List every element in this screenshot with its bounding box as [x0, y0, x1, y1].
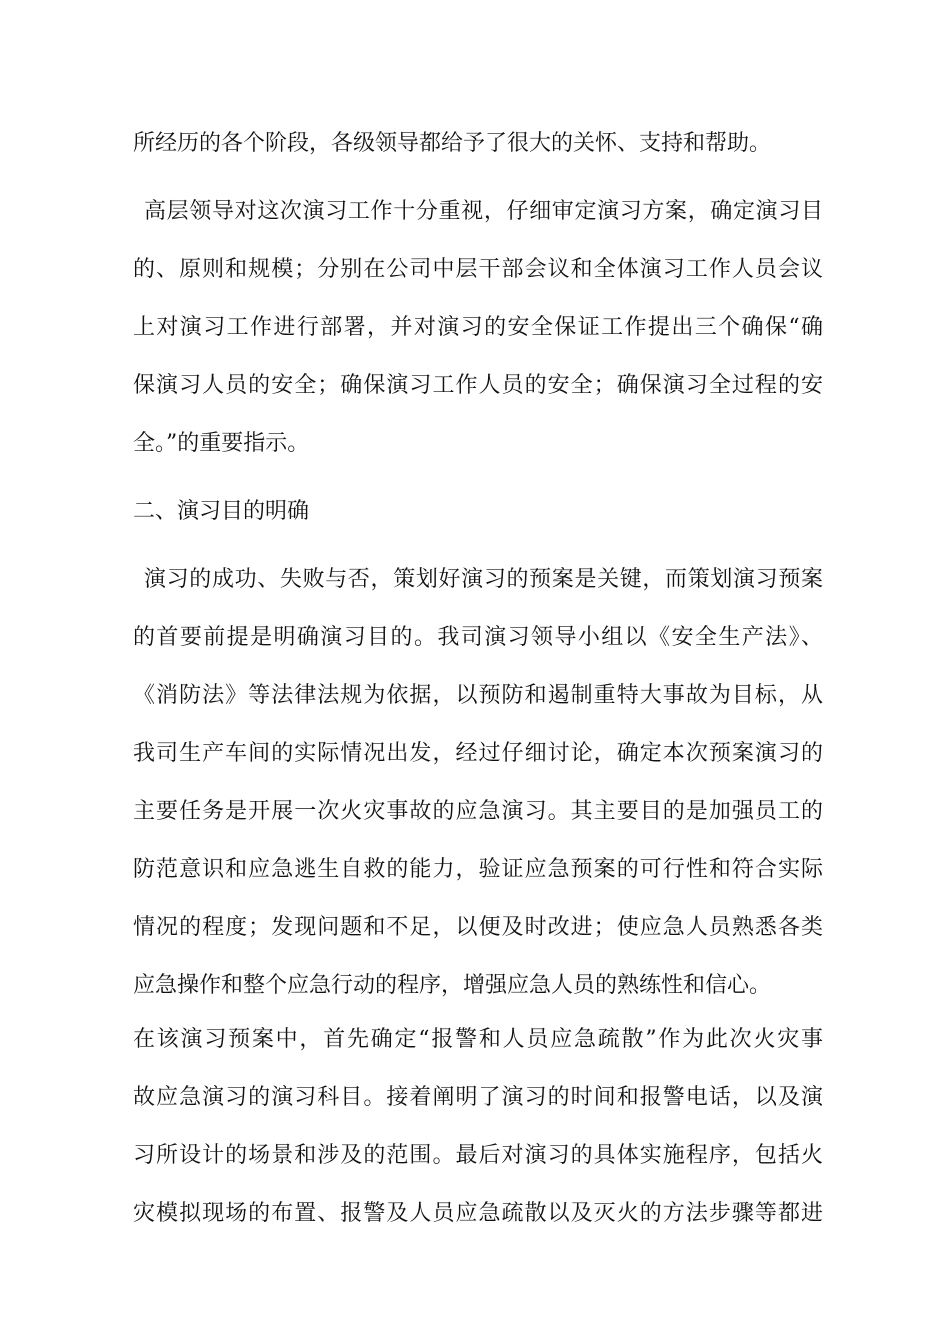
paragraph-line: 的、原则和规模；分别在公司中层干部会议和全体演习工作人员会议: [133, 257, 823, 282]
paragraph-line: 演习的成功、失败与否，策划好演习的预案是关键，而策划演习预案: [144, 567, 823, 592]
paragraph-line: 上对演习工作进行部署，并对演习的安全保证工作提出三个确保“确: [133, 315, 823, 340]
paragraph-line: 故应急演习的演习科目。接着阐明了演习的时间和报警电话，以及演: [133, 1085, 823, 1110]
paragraph-line: 情况的程度；发现问题和不足，以便及时改进；使应急人员熟悉各类: [133, 915, 823, 940]
paragraph-line: 应急操作和整个应急行动的程序，增强应急人员的熟练性和信心。: [133, 973, 772, 998]
paragraph-line: 习所设计的场景和涉及的范围。最后对演习的具体实施程序，包括火: [133, 1143, 823, 1168]
paragraph-line: 保演习人员的安全；确保演习工作人员的安全；确保演习全过程的安: [133, 373, 823, 398]
paragraph-line: 所经历的各个阶段，各级领导都给予了很大的关怀、支持和帮助。: [133, 131, 772, 156]
paragraph-line: 高层领导对这次演习工作十分重视，仔细审定演习方案，确定演习目: [144, 199, 823, 224]
paragraph-line: 我司生产车间的实际情况出发，经过仔细讨论，确定本次预案演习的: [133, 741, 823, 766]
paragraph-line: 灾模拟现场的布置、报警及人员应急疏散以及灭火的方法步骤等都进: [133, 1201, 823, 1226]
section-heading: 二、演习目的明确: [133, 499, 310, 524]
paragraph-line: 主要任务是开展一次火灾事故的应急演习。其主要目的是加强员工的: [133, 799, 823, 824]
paragraph-line: 全。”的重要指示。: [133, 431, 310, 456]
paragraph-line: 的首要前提是明确演习目的。我司演习领导小组以《安全生产法》、: [133, 625, 823, 650]
paragraph-line: 在该演习预案中，首先确定“报警和人员应急疏散”作为此次火灾事: [133, 1027, 823, 1052]
paragraph-line: 《消防法》等法律法规为依据，以预防和遏制重特大事故为目标，从: [133, 683, 823, 708]
paragraph-line: 防范意识和应急逃生自救的能力，验证应急预案的可行性和符合实际: [133, 857, 823, 882]
